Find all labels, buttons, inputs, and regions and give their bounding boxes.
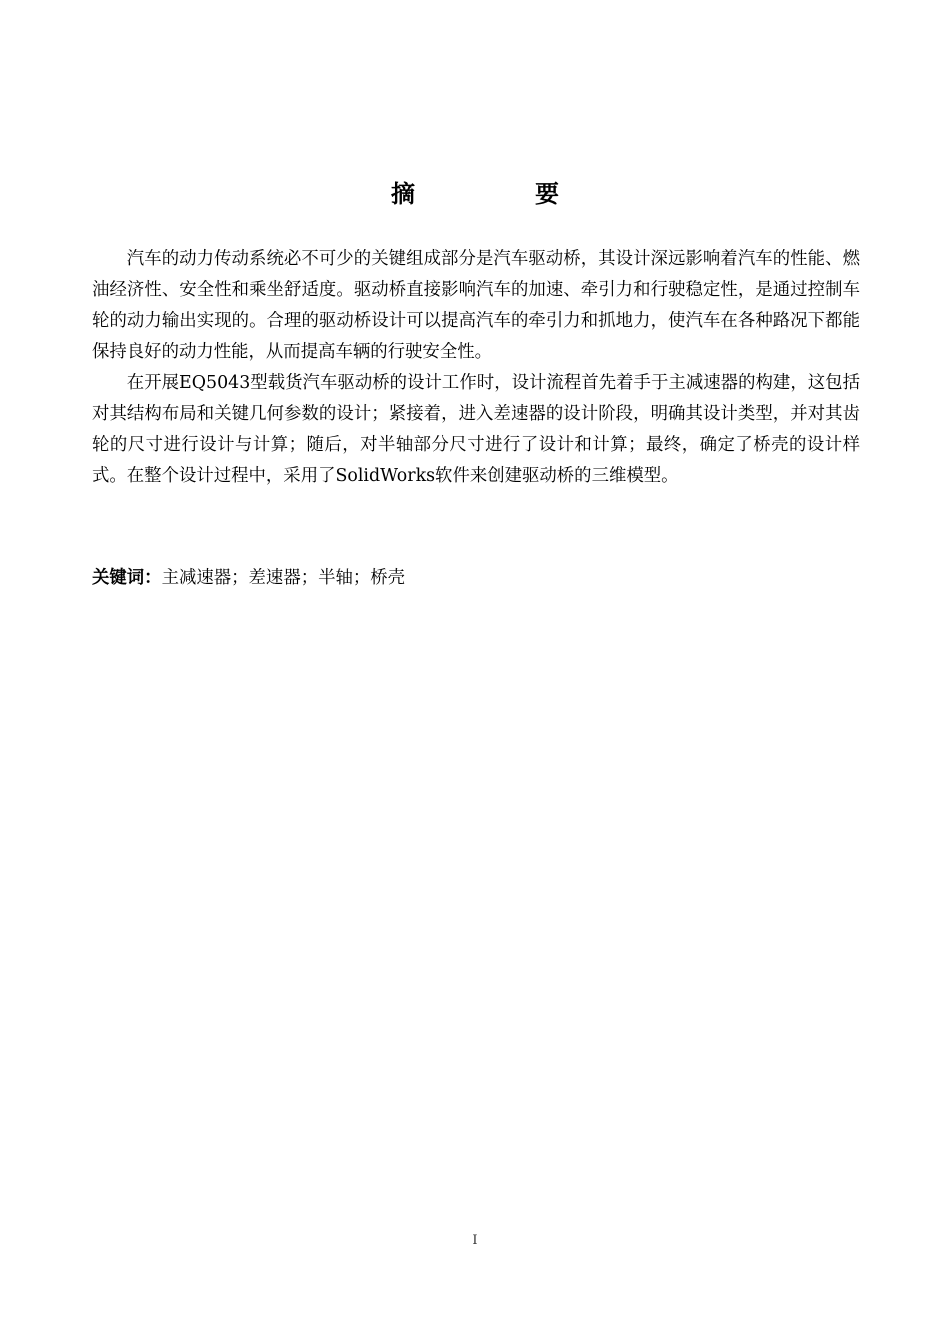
page-number: I: [472, 1233, 478, 1248]
abstract-body: [92, 244, 860, 492]
abstract-paragraph-2: 在开展EQ5043型载货汽车驱动桥的设计工作时，设计流程首先着手于主减速器的构建，这包括对其结构布局和关键几何参数的设计；紧接着，进入差速器的设计阶段，明确其设计类型，并对其齿轮的尺寸进行设计与计算；随后，对半轴部分尺寸进行了设计和计算；最终，确定了桥壳的设计样式。在整个设计过程中，采用了SolidWorks软件来创建驱动桥的三维模型。: [92, 373, 860, 486]
abstract-title: 摘 要: [391, 180, 607, 208]
keywords-label: 关键词：: [92, 568, 162, 588]
abstract-paragraph-1: 汽车的动力传动系统必不可少的关键组成部分是汽车驱动桥，其设计深远影响着汽车的性能、燃油经济性、安全性和乘坐舒适度。驱动桥直接影响汽车的加速、牵引力和行驶稳定性，是通过控制车轮的动力输出实现的。合理的驱动桥设计可以提高汽车的牵引力和抓地力，使汽车在各种路况下都能保持良好的动力性能，从而提高车辆的行驶安全性。: [92, 249, 860, 362]
keywords-text: 主减速器；差速器；半轴；桥壳: [161, 568, 406, 588]
keywords-line: [92, 563, 860, 594]
